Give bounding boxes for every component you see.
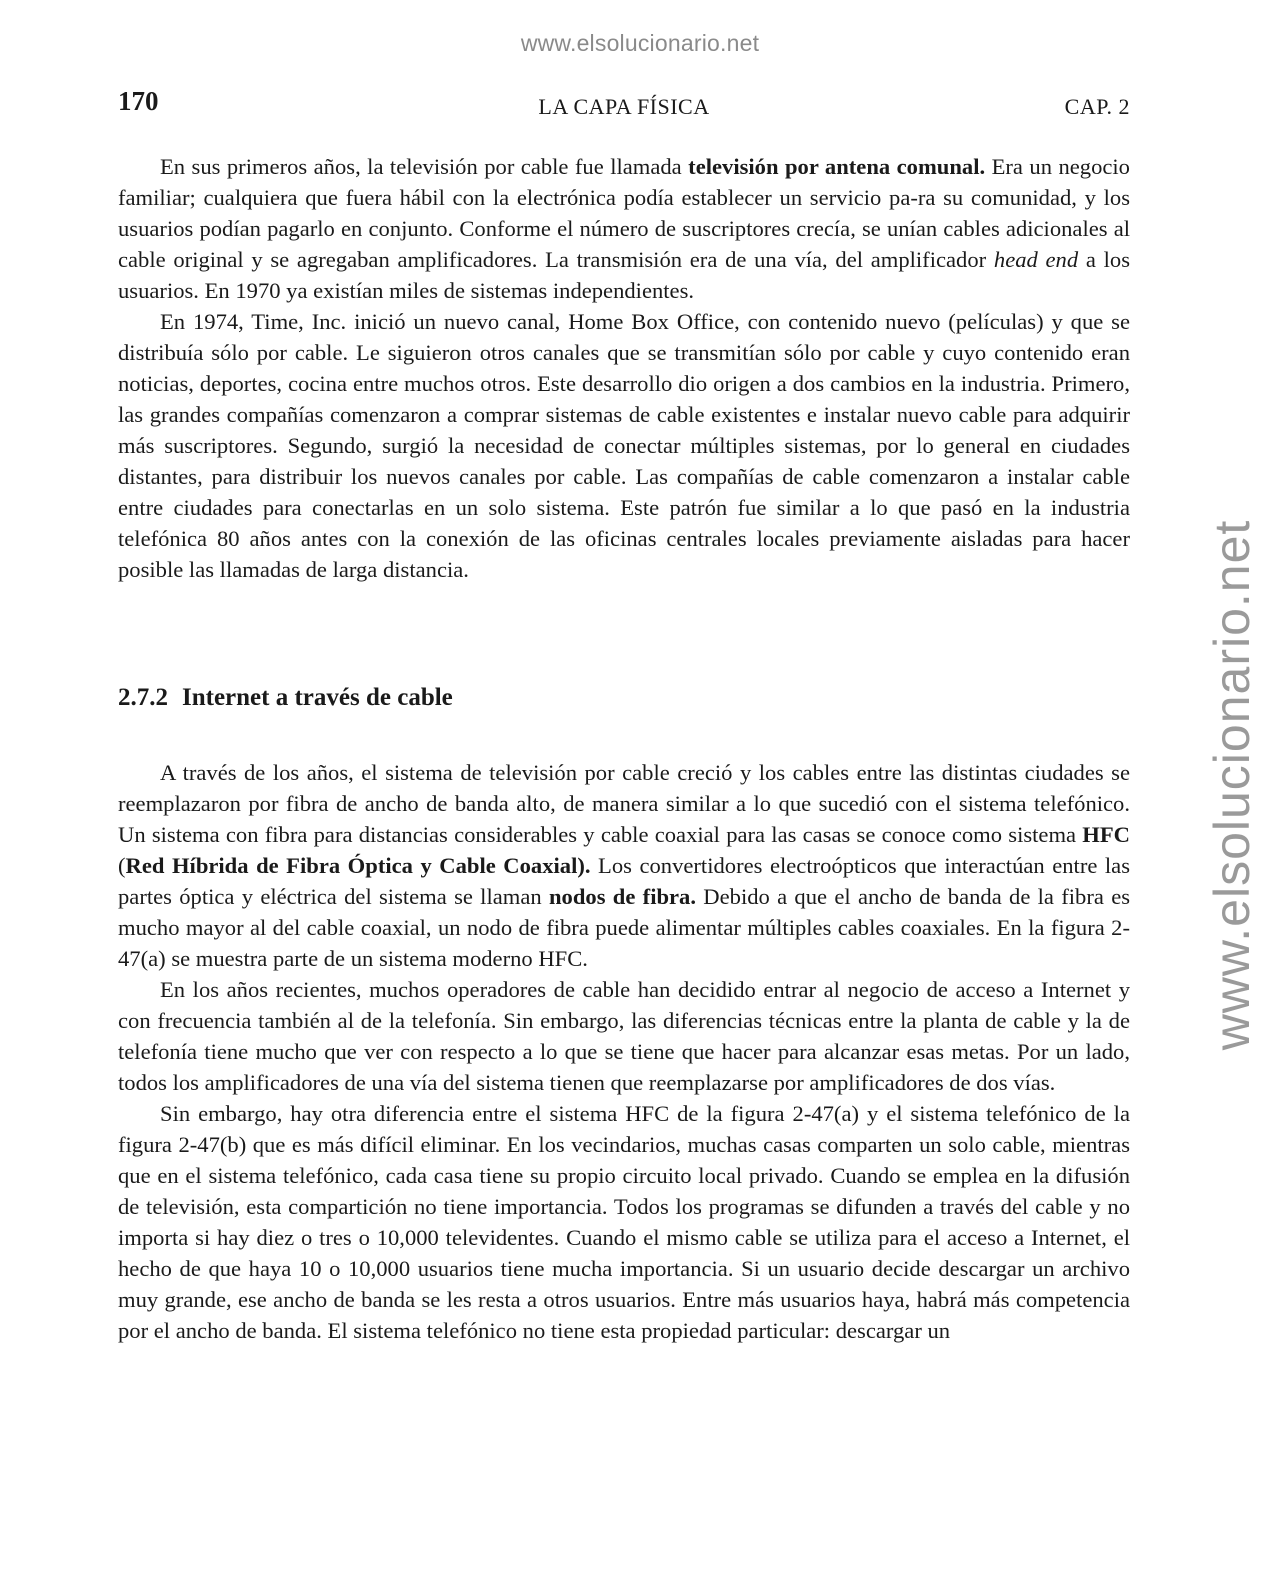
paragraph [118,974,1130,1098]
text-run: Los convertidores electroópticos que interactúan entre las partes óptica y eléctrica del sistema se llaman [118,853,1131,909]
bold-term: Red Híbrida de Fibra Óptica y Cable Coaxial). [125,853,591,878]
running-title: LA CAPA FÍSICA [538,94,710,119]
text-run: A través de los años, el sistema de televisión por cable creció y los cables entre las distintas ciudades se reemplazaron por fibra de ancho de banda alto, de manera similar a lo que sucedió con el sistema telefónico. Un sistema con fibra para distancias considerables y cable coaxial para las casas se conoce como sistema [118,760,1130,847]
text-run: En sus primeros años, la televisión por cable fue llamada [160,154,689,179]
paragraph [118,306,1130,585]
text-run: Debido a que el ancho de banda de la fibra es mucho mayor al del cable coaxial, un nodo de fibra puede alimentar múltiples cables coaxiales. En la figura 2-47(a) se muestra parte de un sistema moderno HFC. [118,884,1131,971]
watermark-side: www.elsolucionario.net [1204,519,1260,1051]
text-run: ( [118,853,126,878]
page-number: 170 [118,86,159,116]
section-heading [118,684,453,712]
paragraph [118,1098,1130,1346]
text-run: Era un negocio familiar; cualquiera que fuera hábil con la electrónica podía establecer un servicio pa-ra su comunidad, y los usuarios podían pagarlo en conjunto. Conforme el número de suscriptores crecía, se unían cables adicionales al cable original y se agregaban amplificadores. La transmisión era de una vía, del amplificador [118,154,1130,272]
text-run: En 1974, Time, Inc. inició un nuevo canal, Home Box Office, con contenido nuevo (películas) y que se distribuía sólo por cable. Le siguieron otros canales que se transmitían sólo por cable y cuyo contenido eran noticias, deportes, cocina entre muchos otros. Este desarrollo dio origen a dos cambios en la industria. Primero, las grandes compañías comenzaron a comprar sistemas de cable existentes e instalar nuevo cable para adquirir más suscriptores. Segundo, surgió la necesidad de conectar múltiples sistemas, por lo general en ciudades distantes, para distribuir los nuevos canales por cable. Las compañías de cable comenzaron a instalar cable entre ciudades para conectarlas en un solo sistema. Este patrón fue similar a lo que pasó en la industria telefónica 80 años antes con la conexión de las oficinas centrales locales previamente aisladas para hacer posible las llamadas de larga distancia. [118,309,1130,582]
body-text-after [118,757,1130,1346]
section-number: 2.7.2 [118,684,168,711]
watermark-top: www.elsolucionario.net [520,30,760,56]
text-run: a los usuarios. En 1970 ya existían miles de sistemas independientes. [118,247,1130,303]
text-run: Sin embargo, hay otra diferencia entre el sistema HFC de la figura 2-47(a) y el sistema telefónico de la figura 2-47(b) que es más difícil eliminar. En los vecindarios, muchas casas comparten un solo cable, mientras que en el sistema telefónico, cada casa tiene su propio circuito local privado. Cuando se emplea en la difusión de televisión, esta compartición no tiene importancia. Todos los programas se difunden a través del cable y no importa si hay diez o tres o 10,000 televidentes. Cuando el mismo cable se utiliza para el acceso a Internet, el hecho de que haya 10 o 10,000 usuarios tiene mucha importancia. Si un usuario decide descargar un archivo muy grande, ese ancho de banda se les resta a otros usuarios. Entre más usuarios haya, habrá más competencia por el ancho de banda. El sistema telefónico no tiene esta propiedad particular: descargar un [118,1101,1130,1343]
italic-term: head end [993,247,1079,272]
body-text-before [118,151,1130,585]
text-run: En los años recientes, muchos operadores de cable han decidido entrar al negocio de acceso a Internet y con frecuencia también al de la telefonía. Sin embargo, las diferencias técnicas entre la planta de cable y la de telefonía tiene mucho que ver con respecto a lo que se tiene que hacer para alcanzar esas metas. Por un lado, todos los amplificadores de una vía del sistema tienen que reemplazarse por amplificadores de dos vías. [118,977,1130,1095]
running-chapter: CAP. 2 [1064,94,1130,119]
bold-term: nodos de fibra. [548,884,697,909]
bold-term: HFC [1082,822,1130,847]
running-head [118,86,1130,126]
paragraph [118,151,1130,306]
section-title: Internet a través de cable [182,684,453,711]
bold-term: televisión por antena comunal. [688,154,986,179]
paragraph [118,757,1130,974]
